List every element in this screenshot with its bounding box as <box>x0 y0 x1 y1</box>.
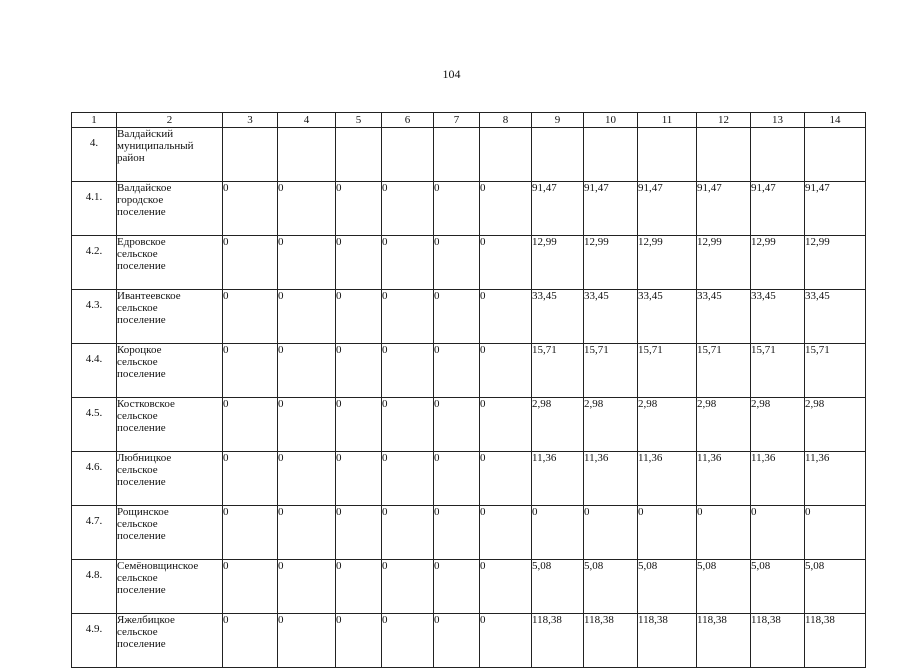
value-cell: 11,36 <box>697 452 751 506</box>
value-cell: 118,38 <box>805 614 866 668</box>
value-cell: 0 <box>382 506 434 560</box>
territory-name-line: Яжелбицкое <box>117 614 175 626</box>
value-cell: 33,45 <box>697 290 751 344</box>
value-cell: 15,71 <box>751 344 805 398</box>
value-cell: 0 <box>336 506 382 560</box>
value-cell: 11,36 <box>638 452 697 506</box>
table-row <box>72 344 866 398</box>
table-row <box>72 398 866 452</box>
value-cell: 0 <box>480 398 532 452</box>
value-cell: 0 <box>278 452 336 506</box>
table-row <box>72 128 866 182</box>
column-header: 2 <box>117 113 223 128</box>
value-cell: 5,08 <box>638 560 697 614</box>
value-cell: 33,45 <box>638 290 697 344</box>
data-table <box>71 112 866 668</box>
column-header: 7 <box>434 113 480 128</box>
value-cell: 12,99 <box>805 236 866 290</box>
value-cell: 0 <box>480 182 532 236</box>
territory-name <box>117 182 223 236</box>
value-cell: 0 <box>382 290 434 344</box>
value-cell: 0 <box>278 506 336 560</box>
column-header: 10 <box>584 113 638 128</box>
territory-name-line: Любницкое <box>117 452 172 464</box>
table-row <box>72 560 866 614</box>
row-number: 4.4. <box>72 344 117 398</box>
territory-name-line: Костковское <box>117 398 175 410</box>
value-cell: 0 <box>434 452 480 506</box>
territory-name-line: сельское <box>117 626 158 638</box>
value-cell: 0 <box>223 506 278 560</box>
value-cell: 0 <box>336 560 382 614</box>
column-header: 5 <box>336 113 382 128</box>
territory-name-line: поселение <box>117 260 166 272</box>
value-cell: 0 <box>382 344 434 398</box>
territory-name <box>117 128 223 182</box>
value-cell: 5,08 <box>584 560 638 614</box>
value-cell <box>638 128 697 182</box>
value-cell: 12,99 <box>638 236 697 290</box>
value-cell: 0 <box>223 560 278 614</box>
value-cell <box>584 128 638 182</box>
value-cell: 12,99 <box>584 236 638 290</box>
value-cell: 0 <box>223 236 278 290</box>
value-cell: 2,98 <box>697 398 751 452</box>
value-cell: 2,98 <box>638 398 697 452</box>
value-cell: 0 <box>336 344 382 398</box>
value-cell <box>532 128 584 182</box>
column-header: 1 <box>72 113 117 128</box>
territory-name <box>117 398 223 452</box>
value-cell <box>382 128 434 182</box>
value-cell: 12,99 <box>751 236 805 290</box>
territory-name-line: сельское <box>117 410 158 422</box>
value-cell: 0 <box>278 182 336 236</box>
territory-name-line: Рощинское <box>117 506 169 518</box>
value-cell: 5,08 <box>751 560 805 614</box>
value-cell: 33,45 <box>532 290 584 344</box>
value-cell: 12,99 <box>697 236 751 290</box>
row-number: 4. <box>72 128 117 182</box>
value-cell: 118,38 <box>584 614 638 668</box>
territory-name-line: сельское <box>117 356 158 368</box>
value-cell: 118,38 <box>697 614 751 668</box>
territory-name-line: сельское <box>117 464 158 476</box>
value-cell: 0 <box>223 290 278 344</box>
value-cell: 0 <box>434 560 480 614</box>
column-header: 9 <box>532 113 584 128</box>
value-cell: 91,47 <box>751 182 805 236</box>
territory-name-line: городское <box>117 194 164 206</box>
territory-name-line: поселение <box>117 584 166 596</box>
table-row <box>72 182 866 236</box>
value-cell: 0 <box>434 614 480 668</box>
value-cell: 0 <box>584 506 638 560</box>
value-cell: 2,98 <box>532 398 584 452</box>
territory-name <box>117 290 223 344</box>
row-number: 4.6. <box>72 452 117 506</box>
table-row <box>72 290 866 344</box>
territory-name-line: сельское <box>117 302 158 314</box>
value-cell: 118,38 <box>532 614 584 668</box>
value-cell: 11,36 <box>805 452 866 506</box>
value-cell <box>223 128 278 182</box>
header-row <box>72 113 866 128</box>
value-cell: 0 <box>382 560 434 614</box>
value-cell: 2,98 <box>805 398 866 452</box>
territory-name-line: Валдайский <box>117 128 174 140</box>
value-cell: 0 <box>805 506 866 560</box>
column-header: 4 <box>278 113 336 128</box>
value-cell: 0 <box>278 398 336 452</box>
value-cell: 91,47 <box>638 182 697 236</box>
table-row <box>72 452 866 506</box>
value-cell <box>278 128 336 182</box>
value-cell: 0 <box>336 236 382 290</box>
value-cell: 12,99 <box>532 236 584 290</box>
territory-name <box>117 452 223 506</box>
territory-name-line: поселение <box>117 476 166 488</box>
territory-name-line: поселение <box>117 314 166 326</box>
value-cell: 0 <box>278 290 336 344</box>
value-cell: 91,47 <box>697 182 751 236</box>
territory-name-line: поселение <box>117 530 166 542</box>
value-cell: 0 <box>382 452 434 506</box>
territory-name-line: сельское <box>117 518 158 530</box>
territory-name-line: Едровское <box>117 236 166 248</box>
row-number: 4.8. <box>72 560 117 614</box>
value-cell: 11,36 <box>532 452 584 506</box>
value-cell: 5,08 <box>805 560 866 614</box>
column-header: 8 <box>480 113 532 128</box>
value-cell: 0 <box>336 452 382 506</box>
value-cell: 118,38 <box>638 614 697 668</box>
value-cell: 91,47 <box>584 182 638 236</box>
value-cell: 15,71 <box>584 344 638 398</box>
value-cell: 0 <box>434 398 480 452</box>
territory-name-line: сельское <box>117 572 158 584</box>
value-cell: 0 <box>434 344 480 398</box>
value-cell: 0 <box>638 506 697 560</box>
value-cell: 0 <box>480 614 532 668</box>
value-cell: 0 <box>278 236 336 290</box>
value-cell <box>751 128 805 182</box>
value-cell: 11,36 <box>751 452 805 506</box>
column-header: 14 <box>805 113 866 128</box>
value-cell: 33,45 <box>751 290 805 344</box>
value-cell: 15,71 <box>532 344 584 398</box>
row-number: 4.9. <box>72 614 117 668</box>
value-cell: 0 <box>434 236 480 290</box>
value-cell: 0 <box>480 290 532 344</box>
territory-name <box>117 614 223 668</box>
value-cell: 5,08 <box>697 560 751 614</box>
value-cell: 0 <box>697 506 751 560</box>
value-cell: 0 <box>480 452 532 506</box>
territory-name-line: Ивантеевское <box>117 290 181 302</box>
value-cell: 0 <box>532 506 584 560</box>
column-header: 6 <box>382 113 434 128</box>
value-cell <box>434 128 480 182</box>
value-cell: 0 <box>480 560 532 614</box>
territory-name-line: Семёновщинское <box>117 560 199 572</box>
value-cell: 15,71 <box>638 344 697 398</box>
value-cell <box>336 128 382 182</box>
value-cell: 0 <box>278 560 336 614</box>
value-cell: 0 <box>336 614 382 668</box>
territory-name <box>117 236 223 290</box>
value-cell: 91,47 <box>805 182 866 236</box>
row-number: 4.5. <box>72 398 117 452</box>
value-cell: 0 <box>223 344 278 398</box>
territory-name-line: муниципальный <box>117 140 194 152</box>
row-number: 4.1. <box>72 182 117 236</box>
value-cell: 0 <box>480 236 532 290</box>
territory-name <box>117 506 223 560</box>
territory-name <box>117 344 223 398</box>
table-row <box>72 506 866 560</box>
territory-name-line: поселение <box>117 422 166 434</box>
value-cell: 0 <box>336 182 382 236</box>
value-cell: 0 <box>278 344 336 398</box>
table-body <box>72 113 866 668</box>
value-cell: 2,98 <box>584 398 638 452</box>
value-cell: 0 <box>223 182 278 236</box>
value-cell: 33,45 <box>584 290 638 344</box>
value-cell: 15,71 <box>697 344 751 398</box>
column-header: 13 <box>751 113 805 128</box>
territory-name <box>117 560 223 614</box>
value-cell: 91,47 <box>532 182 584 236</box>
value-cell: 11,36 <box>584 452 638 506</box>
value-cell: 0 <box>278 614 336 668</box>
territory-name-line: сельское <box>117 248 158 260</box>
column-header: 12 <box>697 113 751 128</box>
value-cell: 0 <box>434 506 480 560</box>
value-cell: 0 <box>434 290 480 344</box>
value-cell: 0 <box>480 506 532 560</box>
value-cell: 0 <box>480 344 532 398</box>
territory-name-line: Короцкое <box>117 344 162 356</box>
value-cell: 118,38 <box>751 614 805 668</box>
value-cell: 0 <box>382 182 434 236</box>
value-cell: 5,08 <box>532 560 584 614</box>
value-cell: 0 <box>434 182 480 236</box>
value-cell: 0 <box>223 452 278 506</box>
value-cell: 0 <box>382 398 434 452</box>
row-number: 4.3. <box>72 290 117 344</box>
page-number: 104 <box>442 67 461 81</box>
value-cell <box>480 128 532 182</box>
table-row <box>72 614 866 668</box>
row-number: 4.7. <box>72 506 117 560</box>
value-cell: 33,45 <box>805 290 866 344</box>
table-row <box>72 236 866 290</box>
value-cell <box>805 128 866 182</box>
value-cell: 0 <box>751 506 805 560</box>
territory-name-line: район <box>117 152 145 164</box>
territory-name-line: поселение <box>117 638 166 650</box>
value-cell: 0 <box>382 614 434 668</box>
value-cell: 15,71 <box>805 344 866 398</box>
value-cell: 2,98 <box>751 398 805 452</box>
column-header: 3 <box>223 113 278 128</box>
value-cell: 0 <box>382 236 434 290</box>
value-cell <box>697 128 751 182</box>
territory-name-line: поселение <box>117 368 166 380</box>
row-number: 4.2. <box>72 236 117 290</box>
value-cell: 0 <box>336 290 382 344</box>
value-cell: 0 <box>223 398 278 452</box>
value-cell: 0 <box>336 398 382 452</box>
value-cell: 0 <box>223 614 278 668</box>
territory-name-line: поселение <box>117 206 166 218</box>
territory-name-line: Валдайское <box>117 182 172 194</box>
column-header: 11 <box>638 113 697 128</box>
